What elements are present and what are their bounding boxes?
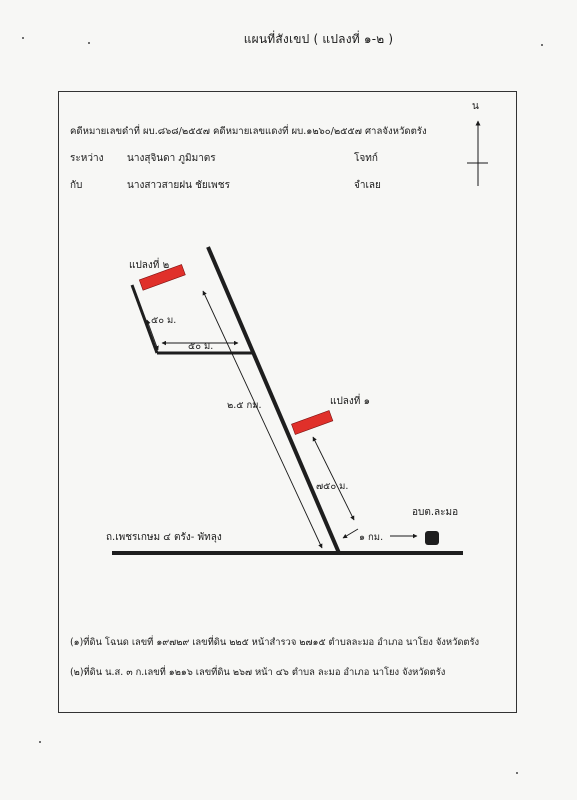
with-label: กับ [70,180,83,191]
scan-speck [541,44,543,46]
office-marker [425,531,439,545]
office-name: อบต.ละมอ [412,507,459,518]
distance-long: ๒.๕ กม. [227,400,262,411]
scan-speck [516,772,518,774]
page-title: แผนที่สังเขป ( แปลงที่ ๑-๒ ) [243,32,394,46]
road-name: ถ.เพชรเกษม ๔ ตรัง- พัทลุง [106,532,222,543]
plot-2-label: แปลงที่ ๒ [129,260,170,271]
north-arrow-icon [467,121,488,186]
scan-speck [39,741,41,743]
arrow-to-road [343,529,358,538]
north-label: น [472,101,479,112]
scan-speck [22,37,24,39]
plot-1-label: แปลงที่ ๑ [330,396,370,407]
scan-speck [88,42,90,44]
distance-plot2-vertical: ๕๐ ม. [151,315,177,326]
land-note-2: (๒)ที่ดิน น.ส. ๓ ก.เลขที่ ๑๒๑๖ เลขที่ดิน ๒๖๗ หน้า ๔๖ ตำบล ละมอ อำเภอ นาโยง จังหวัดตรัง [70,667,446,678]
defendant-name: นางสาวสายฝน ชัยเพชร [127,180,230,191]
distance-office: ๑ กม. [359,532,384,543]
distance-plot1: ๗๕๐ ม. [316,481,349,492]
between-label: ระหว่าง [70,153,104,164]
plot-1-marker [291,410,332,434]
distance-plot2-horizontal: ๕๐ ม. [188,341,214,352]
defendant-role: จำเลย [354,180,381,191]
plaintiff-name: นางสุจินดา ภูมิมาตร [127,153,216,164]
plaintiff-role: โจทก์ [354,153,378,164]
land-note-1: (๑)ที่ดิน โฉนด เลขที่ ๑๙๗๒๙ เลขที่ดิน ๒๒๕ หน้าสำรวจ ๒๗๑๕ ตำบลละมอ อำเภอ นาโยง จังหวัดตรัง [70,637,480,648]
case-number-line: คดีหมายเลขดำที่ ผบ.๘๖๘/๒๕๕๗ คดีหมายเลขแดงที่ ผบ.๑๒๖๐/๒๕๕๗ ศาลจังหวัดตรัง [70,126,427,137]
